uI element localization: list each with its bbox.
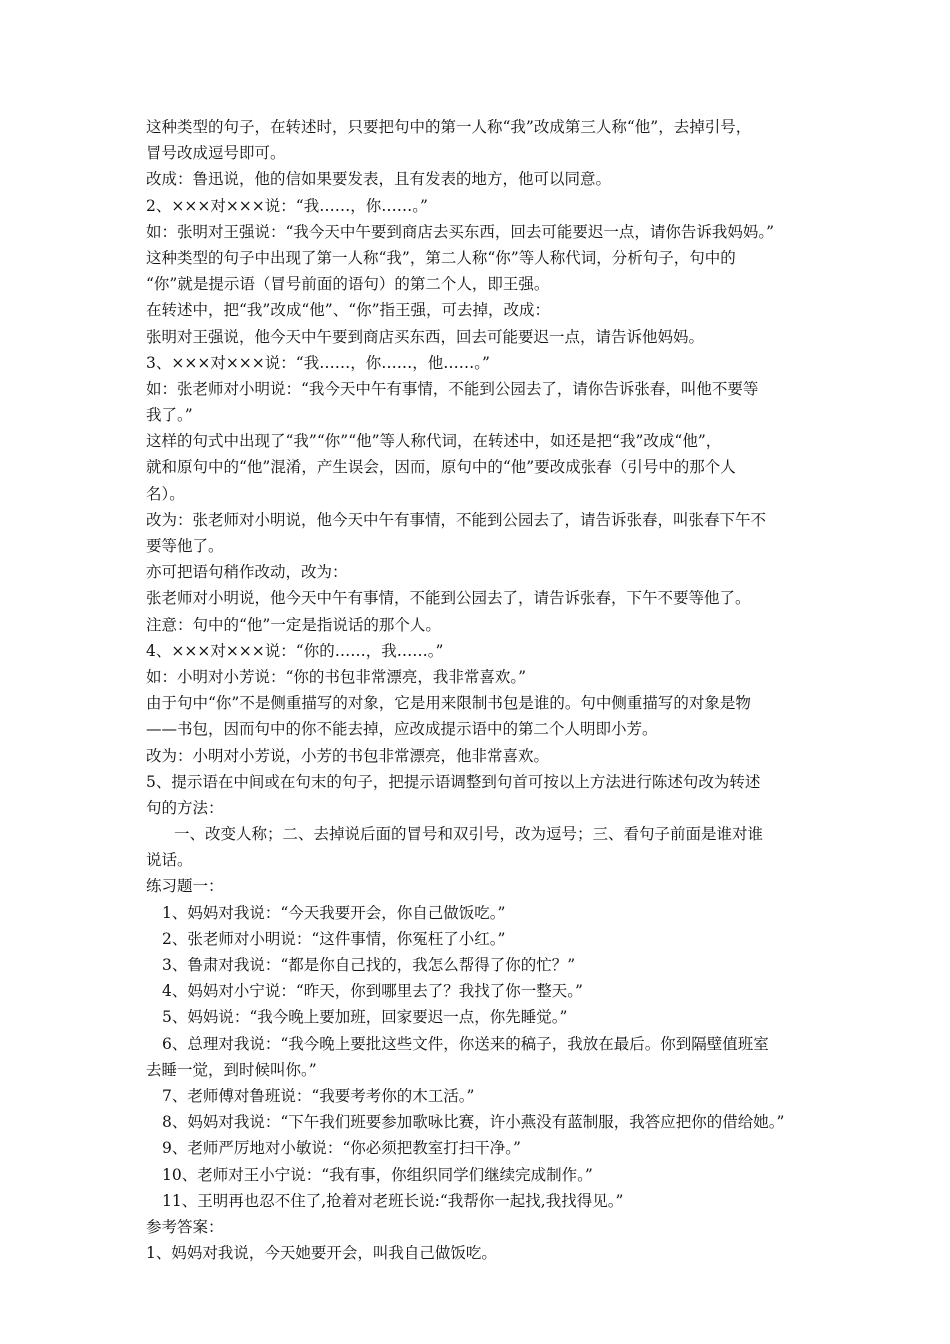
text-line: 说话。 (146, 851, 193, 870)
text-line: 一、改变人称；二、去掉说后面的冒号和双引号，改为逗号；三、看句子前面是谁对谁 (174, 825, 764, 844)
text-line: 注意：句中的“他”一定是指说话的那个人。 (146, 615, 441, 634)
exercise-item: 4、妈妈对小宁说：“昨天，你到哪里去了？我找了你一整天。” (162, 982, 583, 1001)
exercise-item: 10、老师对王小宁说：“我有事，你组织同学们继续完成制作。” (162, 1165, 593, 1184)
text-line: 句的方法： (146, 798, 224, 817)
text-line: 如：小明对小芳说：“你的书包非常漂亮，我非常喜欢。” (146, 667, 527, 686)
text-line: 冒号改成逗号即可。 (146, 144, 286, 163)
text-line: 张明对王强说，他今天中午要到商店买东西，回去可能要迟一点，请告诉他妈妈。 (146, 327, 705, 346)
text-line: 名）。 (146, 484, 185, 503)
text-line: 这种类型的句子中出现了第一人称“我”，第二人称“你”等人称代词，分析句子，句中的 (146, 248, 736, 267)
text-line: 在转述中，把“我”改成“他”、“你”指王强，可去掉，改成： (146, 301, 551, 320)
text-line: 5、提示语在中间或在句末的句子，把提示语调整到句首可按以上方法进行陈述句改为转述 (146, 772, 761, 791)
answer-heading: 参考答案： (146, 1217, 224, 1236)
text-line: 亦可把语句稍作改动，改为： (146, 563, 348, 582)
exercise-item: 6、总理对我说：“我今晚上要批这些文件，你送来的稿子，我放在最后。你到隔壁值班室 (162, 1034, 769, 1053)
text-line: 我了。” (146, 406, 193, 425)
exercise-item: 1、妈妈对我说：“今天我要开会，你自己做饭吃。” (162, 903, 506, 922)
exercise-item: 7、老师傅对鲁班说：“我要考考你的木工活。” (162, 1086, 475, 1105)
text-line: 4、×××对×××说：“你的……，我……。” (146, 641, 444, 660)
text-line: 改为：张老师对小明说，他今天中午有事情，不能到公园去了，请告诉张春，叫张春下午不 (146, 510, 767, 529)
text-line: 这样的句式中出现了“我”“你”“他”等人称代词，在转述中，如还是把“我”改成“他”， (146, 432, 722, 451)
exercise-item: 5、妈妈说：“我今晚上要加班，回家要迟一点，你先睡觉。” (162, 1008, 568, 1027)
text-line: 张老师对小明说，他今天中午有事情，不能到公园去了，请告诉张春，下午不要等他了。 (146, 589, 751, 608)
text-line: 由于句中“你”不是侧重描写的对象，它是用来限制书包是谁的。句中侧重描写的对象是物 (146, 694, 751, 713)
text-line: 改成：鲁迅说，他的信如果要发表，且有发表的地方，他可以同意。 (146, 170, 612, 189)
text-line: 就和原句中的“他”混淆，产生误会，因而，原句中的“他”要改成张春（引号中的那个人 (146, 458, 736, 477)
text-line: 这种类型的句子，在转述时，只要把句中的第一人称“我”改成第三人称“他”，去掉引号， (146, 118, 752, 136)
answer-item: 1、妈妈对我说，今天她要开会，叫我自己做饭吃。 (146, 1244, 497, 1263)
text-line: 如：张老师对小明说：“我今天中午有事情，不能到公园去了，请你告诉张春，叫他不要等 (146, 379, 759, 398)
exercise-item: 3、鲁肃对我说：“都是你自己找的，我怎么帮得了你的忙？” (162, 956, 576, 974)
text-line: “你”就是提示语（冒号前面的语句）的第二个人，即王强。 (146, 275, 550, 294)
text-line: ——书包，因而句中的你不能去掉，应改成提示语中的第二个人明即小芳。 (146, 720, 658, 739)
exercise-item: 11、王明再也忍不住了,抢着对老班长说:“我帮你一起找,我找得见。” (162, 1191, 624, 1210)
text-line: 2、×××对×××说：“我……，你……。” (146, 196, 428, 215)
text-line: 练习题一： (146, 877, 224, 896)
exercise-item: 8、妈妈对我说：“下午我们班要参加歌咏比赛，许小燕没有蓝制服，我答应把你的借给她。” (162, 1113, 785, 1132)
exercise-item: 9、老师严厉地对小敏说：“你必须把教室打扫干净。” (162, 1139, 521, 1158)
text-line: 如：张明对王强说：“我今天中午要到商店去买东西，回去可能要迟一点，请你告诉我妈妈。” (146, 222, 775, 241)
exercise-item: 2、张老师对小明说：“这件事情，你冤枉了小红。” (162, 929, 506, 948)
text-line: 3、×××对×××说：“我……，你……，他……。” (146, 353, 490, 372)
text-line: 要等他了。 (146, 537, 224, 555)
text-line: 去睡一觉，到时候叫你。” (146, 1060, 317, 1079)
document-page (146, 114, 812, 1266)
text-line: 改为：小明对小芳说，小芳的书包非常漂亮，他非常喜欢。 (146, 746, 550, 765)
